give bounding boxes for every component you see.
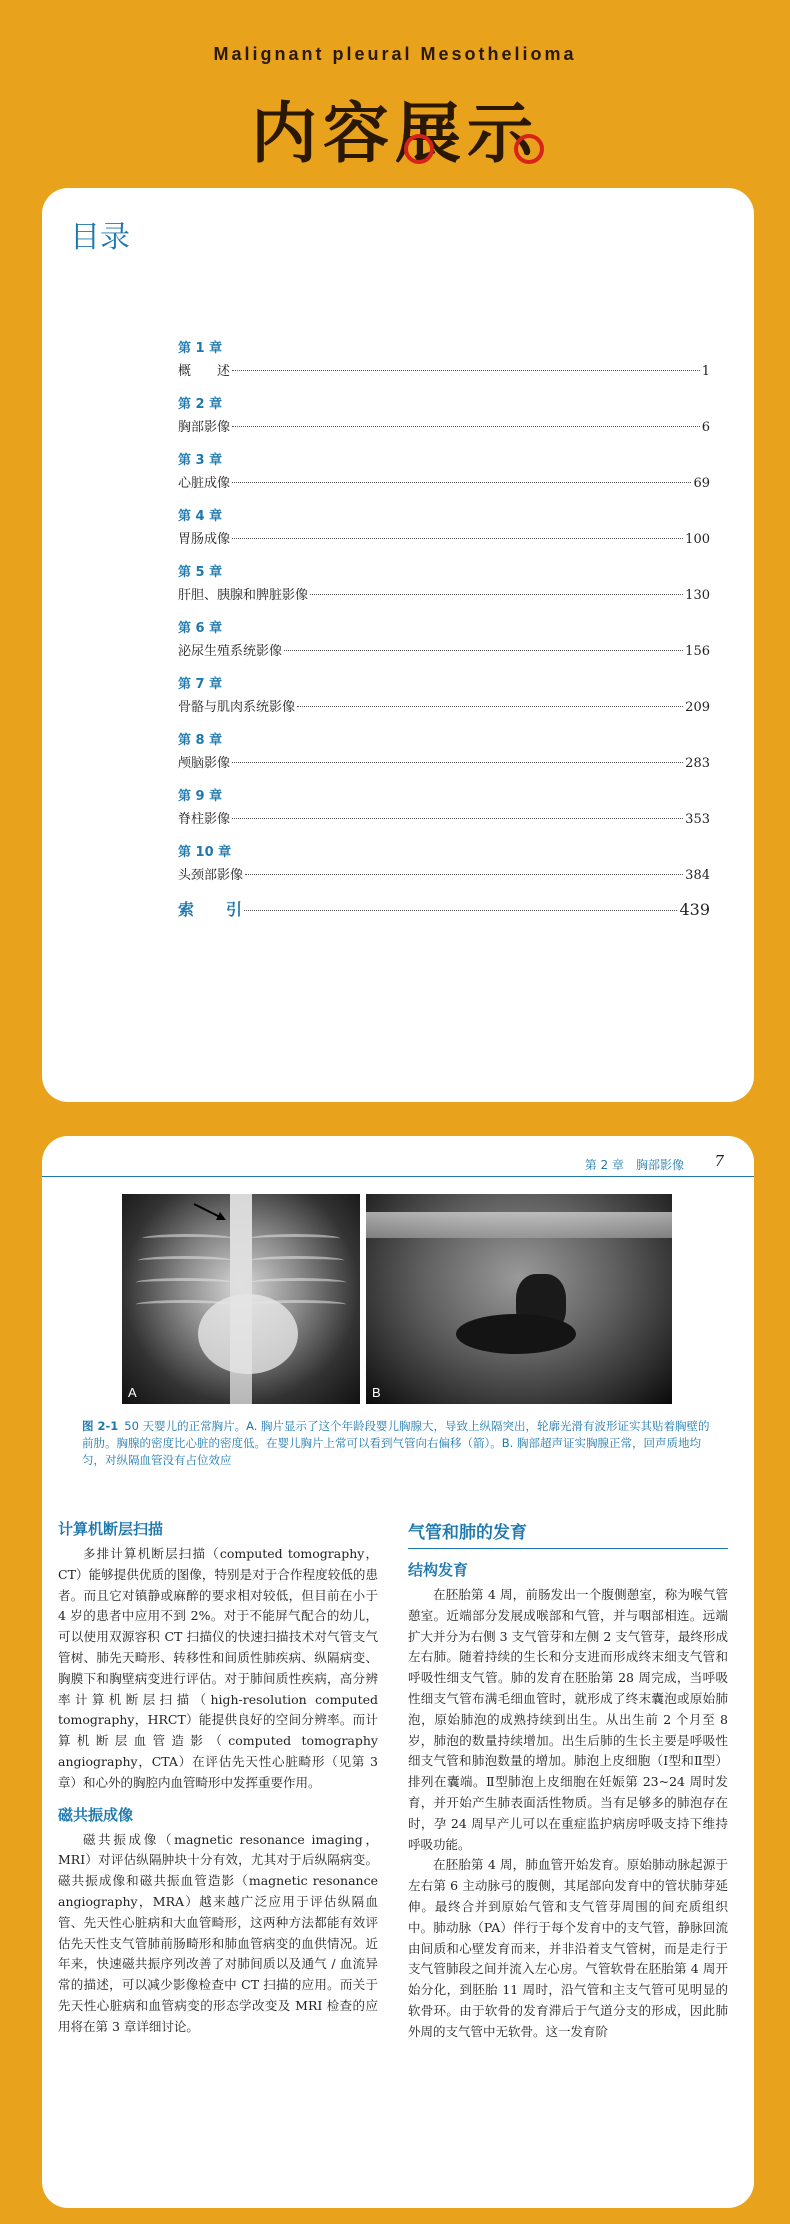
toc-chapter-name: 胸部影像 [178, 420, 231, 435]
toc-chapter-label: 第 9 章 [178, 789, 223, 804]
toc-chapter-name: 心脏成像 [178, 476, 231, 491]
toc-entry[interactable] [178, 730, 710, 786]
section-heading: 结构发育 [408, 1561, 469, 1579]
toc-chapter-label: 第 8 章 [178, 733, 223, 748]
figure-label: 图 2-1 [82, 1419, 119, 1433]
toc-page-number: 209 [685, 700, 710, 715]
toc-page-number: 384 [685, 868, 710, 883]
toc-entry[interactable] [178, 506, 710, 562]
toc-page-number: 156 [685, 644, 710, 659]
toc-page-number: 130 [685, 588, 710, 603]
body-paragraph: 在胚胎第 4 周，前肠发出一个腹侧憩室，称为喉气管憩室。近端部分发展成喉部和气管，并与咽部相连。远端扩大并分为右侧 3 支气管芽和左侧 2 支气管芽，最终形成左右肺。随着持续的生长和分支进而形成终末细支气管和呼吸性细支气管。肺的发育在胚胎第 28 周完成，当呼吸性细支气管布满毛细血管时，就形成了终末囊泡或原始肺泡，原始肺泡的成熟持续到出生。从出生前 2 个月至 8 岁，肺泡的数量持续增加。出生后肺的生长主要是呼吸性细支气管和肺泡数量的增加。肺泡上皮细胞（Ⅰ型和Ⅱ型）排列在囊端。Ⅱ型肺泡上皮细胞在妊娠第 23~24 周时发育，并开始产生肺表面活性物质。当有足够多的肺泡存在时，孕 24 周早产儿可以在重症监护病房呼吸支持下维持呼吸功能。 [408, 1587, 728, 1852]
toc-page-number: 283 [685, 756, 710, 771]
toc-title: 目录 [70, 220, 130, 255]
running-head [42, 1150, 754, 1177]
toc-entry[interactable] [178, 618, 710, 674]
toc-chapter-name: 颅脑影像 [178, 756, 231, 771]
section-heading: 磁共振成像 [58, 1805, 134, 1824]
toc-leader-dots [232, 538, 683, 539]
toc-chapter-label: 第 5 章 [178, 565, 223, 580]
toc-list [178, 338, 710, 922]
running-head-chapter: 第 2 章 胸部影像 [584, 1158, 684, 1172]
chapter-section-heading: 气管和肺的发育 [408, 1518, 728, 1549]
toc-chapter-label: 第 7 章 [178, 677, 223, 692]
toc-entry[interactable] [178, 562, 710, 618]
toc-chapter-name: 头颈部影像 [178, 868, 244, 883]
body-paragraph: 在胚胎第 4 周，肺血管开始发育。原始肺动脉起源于左右第 6 主动脉弓的腹侧，其尾部向发育中的管状肺芽延伸。最终合并到原始气管和支气管芽周围的间充质组织中。肺动脉（PA）伴行于每个发育中的支气管，静脉回流由间质和心壁发育而来，并非沿着支气管树，而是走行于支气管肺段之间并流入左心房。气管软骨在胚胎第 4 周开始分化，到胚胎 11 周时，沿气管和主支气管可见明显的软骨环。由于软骨的发育滞后于气道分支的形成，因此肺外周的支气管中无软骨。这一发育阶 [408, 1857, 728, 2039]
toc-chapter-label: 第 1 章 [178, 341, 223, 356]
toc-entry[interactable] [178, 338, 710, 394]
toc-entry[interactable] [178, 394, 710, 450]
sample-page-card [42, 1136, 754, 2208]
toc-card [42, 188, 754, 1102]
toc-page-number: 353 [685, 812, 710, 827]
image-label-b: B [372, 1385, 381, 1400]
toc-entry[interactable] [178, 450, 710, 506]
toc-entry[interactable] [178, 674, 710, 730]
right-column [408, 1514, 728, 2043]
toc-leader-dots [310, 594, 683, 595]
toc-leader-dots [297, 706, 683, 707]
toc-chapter-name: 肝胆、胰腺和脾脏影像 [178, 588, 309, 603]
toc-chapter-label: 第 10 章 [178, 845, 232, 860]
left-column [58, 1514, 378, 2038]
toc-chapter-label: 第 6 章 [178, 621, 223, 636]
toc-chapter-name: 脊柱影像 [178, 812, 231, 827]
decorative-ring-icon [404, 134, 434, 164]
toc-entry[interactable] [178, 786, 710, 842]
toc-chapter-name: 泌尿生殖系统影像 [178, 644, 283, 659]
ultrasound-image [366, 1194, 672, 1404]
body-paragraph: 磁共振成像（magnetic resonance imaging，MRI）对评估纵隔肿块十分有效，尤其对于后纵隔病变。磁共振成像和磁共振血管造影（magnetic resonance angiography，MRA）越来越广泛应用于评估纵隔血管、先天性心脏病和大血管畸形，这两种方法都能有效评估先天性支气管肺前肠畸形和肺血管病变的血供情况。近年来，快速磁共振序列改善了对肺间质以及通气 / 血流异常的描述，可以减少影像检查中 CT 扫描的应用。而关于先天性心脏病和血管病变的形态学改变及 MRI 检查的应用将在第 3 章详细讨论。 [58, 1831, 378, 2034]
chest-xray-image [122, 1194, 360, 1404]
arrow-icon [192, 1202, 232, 1226]
toc-leader-dots [232, 426, 700, 427]
section-heading: 计算机断层扫描 [58, 1520, 164, 1538]
toc-chapter-name: 骨骼与肌肉系统影像 [178, 700, 296, 715]
toc-chapter-label: 第 2 章 [178, 397, 223, 412]
toc-leader-dots [232, 762, 683, 763]
toc-leader-dots [284, 650, 683, 651]
toc-index-entry[interactable] [178, 898, 710, 922]
toc-leader-dots [245, 874, 683, 875]
header-title: 内容展示 [251, 95, 539, 172]
decorative-ring-icon [514, 134, 544, 164]
image-label-a: A [128, 1385, 137, 1400]
toc-page-number: 6 [701, 420, 710, 435]
header-subtitle: Malignant pleural Mesothelioma [213, 44, 577, 64]
toc-chapter-name: 概 述 [178, 364, 231, 379]
figure-caption [82, 1418, 714, 1469]
toc-chapter-label: 第 4 章 [178, 509, 223, 524]
toc-page-number: 100 [685, 532, 710, 547]
body-paragraph: 多排计算机断层扫描（computed tomography，CT）能够提供优质的图像，特别是对于合作程度较低的患者。而且它对镇静或麻醉的要求相对较低，但目前在小于 4 岁的患者中应用不到 2%。对于不能屏气配合的幼儿，可以使用双源容积 CT 扫描仪的快速扫描技术对气管支气管树、肺先天畸形、转移性和间质性肺疾病、纵隔病变、胸膜下和胸壁病变进行评估。对于肺间质性疾病，高分辨率计算机断层扫描（high-resolution computed tomography，HRCT）能提供良好的空间分辨率。而计算机断层血管造影（computed tomography angiography，CTA）在评估先天性心脏畸形（见第 3 章）和心外的胸腔内血管畸形中发挥重要作用。 [58, 1546, 378, 1790]
toc-index-label: 索 引 [178, 900, 243, 919]
toc-leader-dots [232, 818, 683, 819]
toc-leader-dots [232, 370, 700, 371]
toc-page-number: 439 [679, 900, 710, 919]
toc-leader-dots [232, 482, 691, 483]
figure-caption-text: 50 天婴儿的正常胸片。A. 胸片显示了这个年龄段婴儿胸腺大，导致上纵隔突出，轮廓光滑有波形证实其贴着胸壁的前肋。胸腺的密度比心脏的密度低。在婴儿胸片上常可以看到气管向右偏移（箭）。B. 胸部超声证实胸腺正常，回声质地均匀，对纵隔血管没有占位效应 [82, 1419, 710, 1467]
toc-leader-dots [244, 910, 677, 911]
toc-page-number: 69 [693, 476, 710, 491]
page-number: 7 [714, 1152, 724, 1170]
toc-chapter-name: 胃肠成像 [178, 532, 231, 547]
toc-entry[interactable] [178, 842, 710, 898]
toc-chapter-label: 第 3 章 [178, 453, 223, 468]
toc-page-number: 1 [701, 364, 710, 379]
